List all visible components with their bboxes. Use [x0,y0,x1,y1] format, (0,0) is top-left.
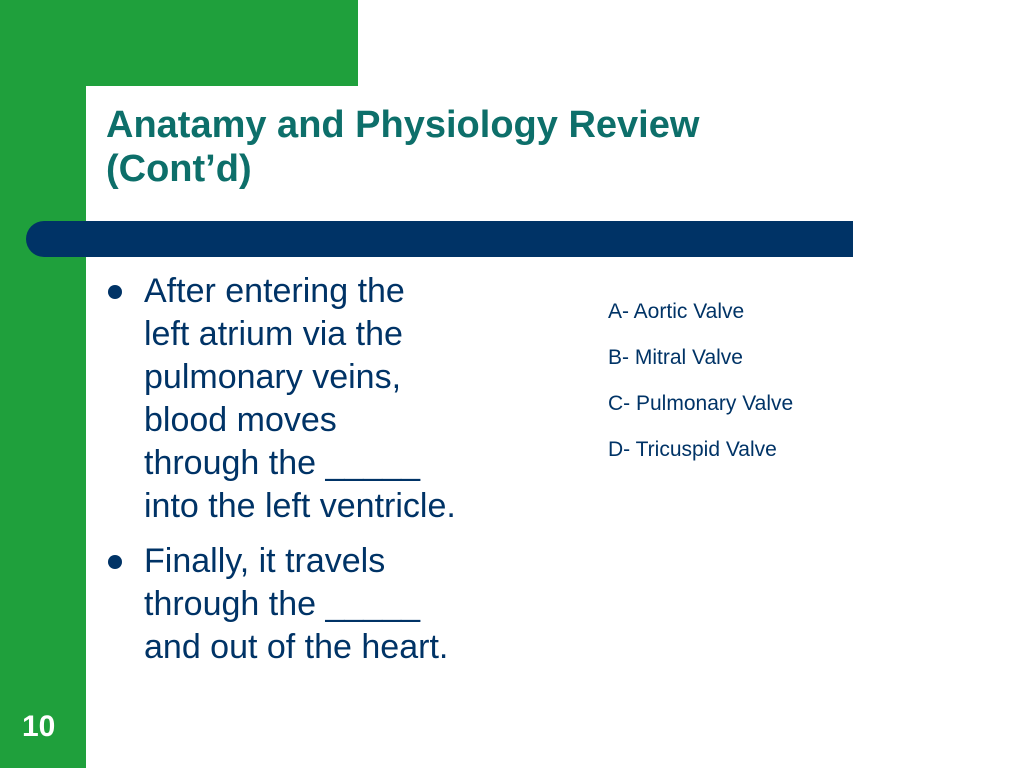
bullet-dot-icon [108,285,122,299]
bullet-list [106,270,526,681]
bullet-2-line-1: Finally, it travels [144,542,386,580]
green-side-band [0,0,86,768]
bullet-1-line-5: through the _____ [144,444,421,482]
slide-number: 10 [22,710,56,743]
bullet-1-line-6: into the left ventricle. [144,487,456,525]
option-a: A- Aortic Valve [608,300,745,323]
option-d: D- Tricuspid Valve [608,438,777,461]
slide-title-line-2: (Cont’d) [106,148,252,190]
slide-title [106,103,906,191]
bullet-2-line-3: and out of the heart. [144,628,449,666]
bullet-item-2 [106,540,526,669]
bullet-1-line-4: blood moves [144,401,337,439]
bullet-text-2 [144,540,526,669]
bullet-1-line-2: left atrium via the [144,315,403,353]
option-b: B- Mitral Valve [608,346,743,369]
bullet-dot-icon [108,555,122,569]
bullet-2-line-2: through the _____ [144,585,421,623]
title-divider-bar [26,221,853,257]
bullet-1-line-1: After entering the [144,272,405,310]
bullet-1-line-3: pulmonary veins, [144,358,402,396]
bullet-text-1 [144,270,526,528]
bullet-item-1 [106,270,526,528]
green-top-band [0,0,358,86]
option-c: C- Pulmonary Valve [608,392,794,415]
answer-options [608,298,793,482]
slide-title-line-1: Anatamy and Physiology Review [106,104,700,146]
